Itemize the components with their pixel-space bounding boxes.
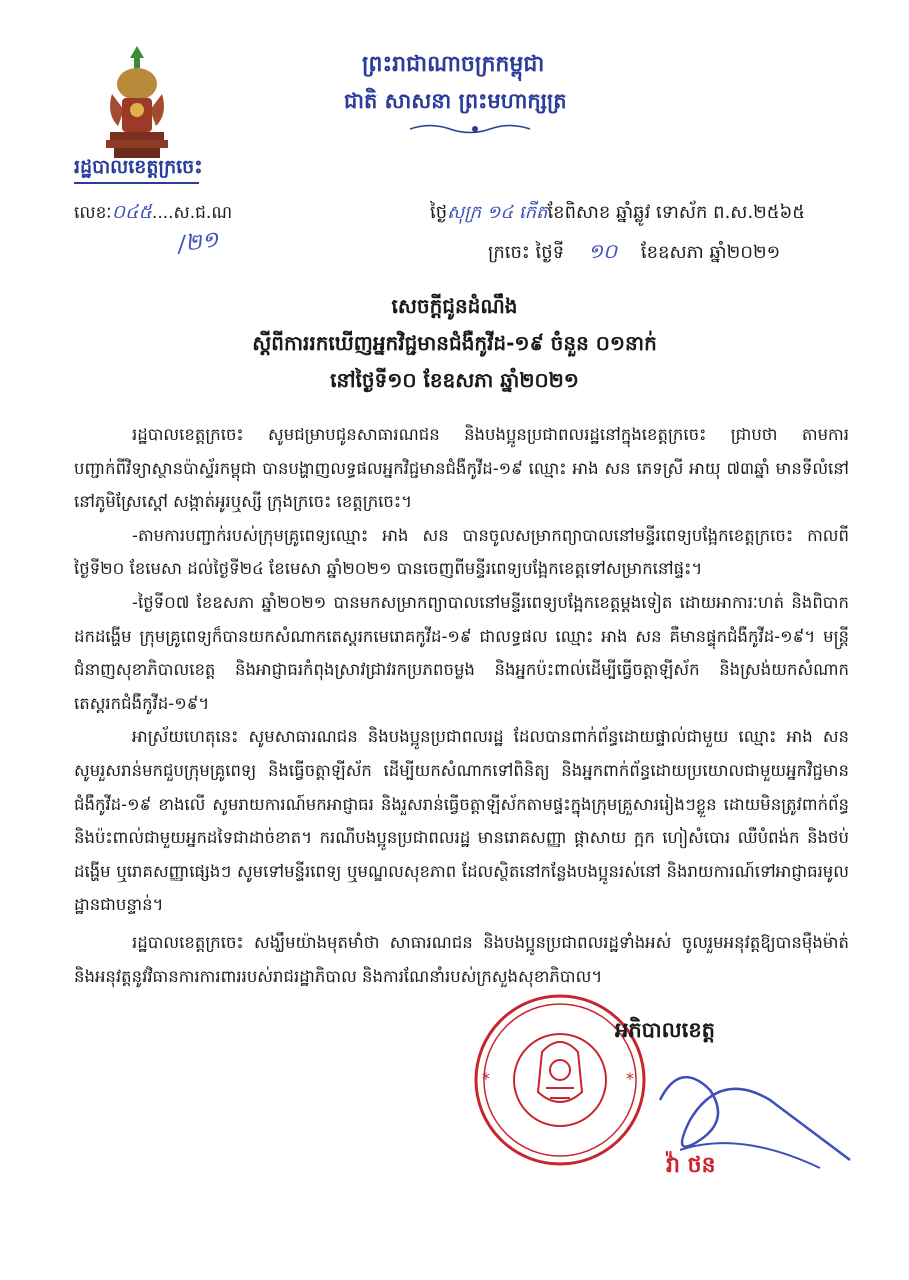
signatory-name: វ៉ា ថន bbox=[666, 1153, 716, 1178]
body-paragraph-5: រដ្ឋបាលខេត្តក្រចេះ សង្ឃឹមយ៉ាងមុតមាំថា សាធារណជន និងបងប្អូនប្រជាពលរដ្ឋទាំងអស់ ចូលរួមអនុវត្តឱ្យបានម៉ឺងម៉ាត់ និងអនុវត្តនូវវិធានការការពាររបស់រាជរដ្ឋាភិបាល និងការណែនាំរបស់ក្រសួងសុខាភិបាល។ bbox=[74, 932, 849, 986]
reference-year-handwritten: /២១ bbox=[176, 227, 221, 258]
national-motto: ជាតិ សាសនា ព្រះមហាក្សត្រ bbox=[344, 89, 567, 113]
body-paragraph-2: -តាមការបញ្ជាក់របស់ក្រុមគ្រូពេទ្យឈ្មោះ អាង សន បានចូលសម្រាកព្យាបាលនៅមន្ទីរពេទ្យបង្អែកខេត្តក្រចេះ កាលពីថ្ងៃទី២០ ខែមេសា ដល់ថ្ងៃទី២៤ ខែមេសា ឆ្នាំ២០២១ បានចេញពីមន្ទីរពេទ្យបង្អែកខេត្តទៅសម្រាកនៅផ្ទះ។ bbox=[74, 525, 849, 579]
solar-date bbox=[488, 238, 780, 268]
signatory-title: អភិបាលខេត្ត bbox=[615, 1018, 715, 1042]
document-title: សេចក្តីជូនដំណឹង bbox=[391, 294, 518, 318]
office-underline bbox=[74, 182, 199, 184]
body-paragraph-1: រដ្ឋបាលខេត្តក្រចេះ សូមជម្រាបជូនសាធារណជន និងបងប្អូនប្រជាពលរដ្ឋនៅក្នុងខេត្តក្រចេះ ជ្រាបថា តាមការបញ្ជាក់ពីវិទ្យាស្ថានប៉ាស្ទ័រកម្ពុជា បានបង្ហាញលទ្ធផលអ្នកវិជ្ជមានជំងឺកូវីដ-១៩ ឈ្មោះ អាង សន ភេទស្រី អាយុ ៧៣ឆ្នាំ មានទីលំនៅនៅភូមិស្រែស្ដៅ សង្កាត់អូរឬស្សី ក្រុងក្រចេះ ខេត្តក្រចេះ។ bbox=[74, 425, 849, 512]
motto-ornament-icon bbox=[410, 122, 540, 136]
lunar-date bbox=[430, 200, 805, 227]
reference-suffix: ....ស.ជ.ណ bbox=[151, 203, 233, 223]
body-paragraph-4: អាស្រ័យហេតុនេះ សូមសាធារណជន និងបងប្អូនប្រជាពលរដ្ឋ ដែលបានពាក់ព័ន្ធដោយផ្ទាល់ជាមួយ ឈ្មោះ អាង សន សូមរួសរាន់មកជួបក្រុមគ្រូពេទ្យ និងធ្វើចត្តាឡីស័ក ដើម្បីយកសំណាកទៅពិនិត្យ និងអ្នកពាក់ព័ន្ធដោយប្រយោលជាមួយអ្នកវិជ្ជមានជំងឺកូវីដ-១៩ ខាងលើ សូមរាយការណ៍មកអាជ្ញាធរ និងរួសរាន់ធ្វើចត្តាឡីស័កតាមផ្ទះក្នុងក្រុមគ្រួសាររៀងៗខ្លួន ដោយមិនត្រូវពាក់ព័ន្ធ និងប៉ះពាល់ជាមួយអ្នកដទៃជាដាច់ខាត។ ករណីបងប្អូនប្រជាពលរដ្ឋ មានរោគសញ្ញា ផ្ដាសាយ ក្អក ហៀសំបោរ ឈឺបំពង់ក និងថប់ដង្ហើម ឬរោគសញ្ញាផ្សេងៗ សូមទៅមន្ទីរពេទ្យ ឬមណ្ឌលសុខភាព ដែលស្ថិតនៅកន្លែងបងប្អូនរស់នៅ និងរាយការណ៍ទៅអាជ្ញាធរមូលដ្ឋានជាបន្ទាន់។ bbox=[74, 727, 849, 915]
handwritten-signature-icon bbox=[620, 1040, 880, 1190]
body-paragraph-3: -ថ្ងៃទី០៧ ខែឧសភា ឆ្នាំ២០២១ បានមកសម្រាកព្យាបាលនៅមន្ទីរពេទ្យបង្អែកខេត្តម្តងទៀត ដោយអាការៈហត់ និងពិបាកដកដង្ហើម ក្រុមគ្រូពេទ្យក៏បានយកសំណាកតេស្តរកមេរោគកូវីដ-១៩ ជាលទ្ធផល ឈ្មោះ អាង សន គឺមានផ្ទុកជំងឺកូវីដ-១៩។ មន្ត្រីជំនាញសុខាភិបាលខេត្ត និងអាជ្ញាធរកំពុងស្រាវជ្រាវរកប្រភពចម្លង និងអ្នកប៉ះពាល់ដើម្បីធ្វើចត្តាឡីស័ក និងស្រង់យកសំណាកតេស្តរកជំងឺកូវីដ-១៩។ bbox=[74, 592, 849, 713]
document-body bbox=[74, 418, 849, 993]
reference-number bbox=[74, 200, 232, 228]
reference-handwritten-number: ០៤៥ bbox=[111, 201, 152, 223]
solar-date-handwritten-day: ១០ bbox=[587, 239, 618, 263]
kingdom-heading: ព្រះរាជាណាចក្រកម្ពុជា bbox=[362, 52, 545, 77]
document-subtitle: ស្តីពីការរកឃើញអ្នកវិជ្ជមានជំងឺកូវីដ-១៩ ចំនួន ០១នាក់ bbox=[252, 331, 657, 355]
document-date-line: នៅថ្ងៃទី១០ ខែឧសភា ឆ្នាំ២០២១ bbox=[330, 368, 579, 392]
solar-date-rest: ខែឧសភា ឆ្នាំ២០២១ bbox=[640, 242, 781, 263]
solar-date-prefix: ក្រចេះ ថ្ងៃទី bbox=[488, 242, 565, 263]
lunar-date-rest: ខែពិសាខ ឆ្នាំឆ្លូវ ទោស័ក ព.ស.២៥៦៥ bbox=[547, 202, 806, 223]
reference-prefix: លេខៈ bbox=[74, 203, 112, 223]
lunar-date-prefix: ថ្ងៃ bbox=[430, 202, 448, 223]
issuing-office-name: រដ្ឋបាលខេត្តក្រចេះ bbox=[74, 156, 203, 178]
provincial-emblem-icon bbox=[104, 44, 170, 162]
svg-text:*: * bbox=[482, 1069, 490, 1088]
lunar-date-handwritten: សុក្រ ១៤ កើត bbox=[447, 202, 548, 223]
svg-text:*: * bbox=[626, 1069, 634, 1088]
